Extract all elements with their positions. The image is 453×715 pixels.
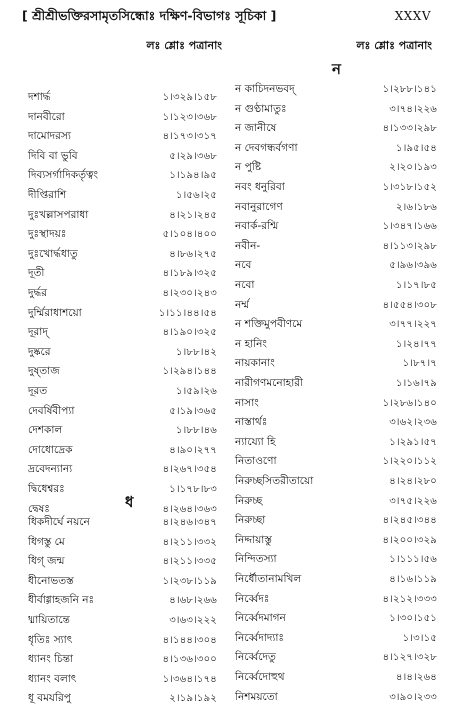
index-entry [22,186,217,205]
index-entry-reference: ২।২০।১৯৩ [389,162,437,174]
index-entry-reference: ৪।২১১।৩৩২ [162,536,217,548]
index-entry-reference: ৪।৮৬।২৭৫ [169,248,217,260]
index-entry-reference: ৪।২৪৬।৩৪৭ [162,517,217,528]
index-entry [22,611,217,630]
index-entry [22,533,217,552]
index-entry [22,650,217,669]
right-column-heading: লঃ শ্লোঃ পত্রানাং [356,39,432,52]
index-entry-word: নিরুচ্ছ [235,494,263,507]
index-entry-word: নবো [235,279,255,291]
index-entry-word: দিব্যসর্গাদিকর্তৃত্বং [28,169,99,182]
index-entry-reference: ৪।৬৮।২৬৬ [169,595,217,607]
index-entry-word: নির্ব্বেদাদ্যাঃ [235,631,285,644]
index-entry [22,382,217,401]
index-entry-word: দামোদরস্য [28,130,71,143]
index-entry-word: দুষ্করে [28,345,51,358]
index-entry [229,198,437,217]
index-entry-word: দীপ্তিরাশি [28,189,67,201]
index-entry-word: নিরুচ্ছসিতরীতায়ো [235,475,314,487]
index-entry [22,264,217,283]
index-entry-word: দেবর্ষিবীপ্যা [28,404,75,417]
index-entry [229,511,437,530]
index-entry [229,394,437,413]
index-entry-word: ধ্যানং বলাৎ [28,672,77,685]
index-entry-word: দ্বিধেশ্বরঃ [28,483,65,495]
index-entry-word: নবার্ক-রশ্মি [235,220,279,233]
index-entry [229,570,437,589]
index-entry-word: নবীন- [235,239,261,252]
index-entry-word: দূরত [28,385,48,397]
index-entry [22,206,217,225]
index-entry-word: ন জানীষে [235,122,277,135]
index-entry [229,315,437,334]
index-entry-reference: ১।২৮৬।১৪০ [382,397,437,409]
index-entry-reference: ১।৩৬৪।১৭৪ [162,673,217,685]
index-entry [229,648,437,667]
index-entry [22,631,217,650]
index-entry [229,237,437,256]
section-letter-na: ন [332,60,341,78]
index-entry-reference: ৪।২৪৫।৩৪৪ [382,515,437,527]
index-entry [22,670,217,689]
index-entry-reference: ১।৩০।১৫১ [389,613,437,625]
index-entry-reference: ৪।১১৩।২৯৮ [382,240,437,252]
index-entry-word: ন গুণ্ঠামাতুঃ [235,102,287,115]
index-entry [22,513,217,532]
index-entry-reference: ১।৮৭।৭ [402,358,437,370]
index-entry-reference: ১।২৮৮।১৪১ [382,84,437,95]
index-entry [22,127,217,146]
index-entry-reference: ৪।১৭৩।৩১৭ [162,131,217,143]
index-entry-reference: ১।২৪।৭৭ [395,338,437,350]
index-entry [229,590,437,609]
index-entry [22,245,217,264]
index-entry-reference: ১।১৬।৭৯ [395,378,437,389]
index-entry-reference: ৪।২১১।৩৩৫ [162,556,217,568]
index-entry-word: দুর্ম্মিরাধাশয়ো [28,306,82,319]
index-entry-word: নির্ব্বেদঃ [235,592,270,605]
index-entry-word: নর্ম্ম [235,298,250,311]
index-entry [22,88,217,107]
index-entry [229,276,437,295]
index-entry-word: নির্ব্বেদোহুথ [235,671,285,683]
index-entry [229,374,437,393]
index-entry-word: ধীর্বাগ্গাহজনি নঃ [28,594,95,607]
index-entry [229,256,437,275]
index-entry-reference: ৩।৯০।২৩৩ [389,691,437,703]
index-entry-reference: ১।১৭।৮৫ [395,280,437,291]
index-entry-reference: ৪।৪।২৬৪ [395,672,437,683]
index-entry-word: নিদ্দায়াস্তু [235,533,272,546]
index-entry-word: দানবীরো [28,110,65,123]
index-entry [229,609,437,628]
index-entry [229,178,437,197]
index-entry-word: ধীনোভতস্ত [28,574,74,587]
index-entry-reference: ৪।২১২।৩৩৩ [382,593,437,605]
index-entry-word: নাসাং [235,396,259,409]
index-entry-word: ধূ বমযরিপু [28,692,71,705]
index-entry [22,225,217,244]
index-entry-reference: ৪।১২৭।৩২৮ [382,652,437,664]
page-header [12,6,443,28]
index-entry-reference: ৪।২৩০।২৪৩ [162,288,217,299]
index-title: [ শ্রীশ্রীভক্তিরসামৃতসিন্ধোঃ দক্ষিণ-বিভাগঃ সূচিকা ] [22,8,277,23]
index-entry [229,217,437,236]
index-entry-word: দিবি বা ভুবি [28,149,78,162]
index-entry-reference: ১।৯৫।৫৪ [396,142,437,154]
index-entry-reference: ৪।১৬।১১৯ [389,574,437,585]
index-entry-reference: ৪।১৩৬।৩০০ [162,654,217,666]
index-entry-reference: ১।২৩৮।১১৯ [162,575,217,587]
index-entry-word: নায়কানাং [235,357,275,370]
index-entry [229,472,437,491]
index-entry-reference: ১।২৯১।৫৭ [389,436,437,448]
index-entry [22,304,217,323]
index-entry-word: নির্ব্বেদেতু [235,651,276,664]
index-entry [22,402,217,421]
index-entry [229,492,437,511]
index-entry [229,668,437,687]
index-entry-reference: ৪।১৮৯।৩২৫ [162,268,217,280]
index-entry [22,147,217,166]
index-entry [22,108,217,127]
index-entry-reference: ১।১১১।৫৬ [389,554,437,566]
index-entry-word: ধিকদীর্ঘে নয়নে [28,516,90,528]
index-entry [229,688,437,707]
index-entry-reference: ৪।২০০।৩২৯ [382,534,437,546]
index-entry-reference: ১।৮৮।৪২ [175,346,217,358]
index-entry-reference: ১।১১।৪৪।৫৪ [158,307,217,319]
index-entry [229,433,437,452]
index-entry-word: দেশকাল [28,424,63,437]
index-entry-word: ধিগ্ জন্ম [28,555,65,568]
index-entry-word: ন দেবগন্ধর্বগণা [235,141,298,154]
page-number: XXXV [394,9,431,23]
index-entry [22,460,217,479]
index-entry-reference: ১।৩৪৭।১৬৬ [382,221,437,233]
index-entry-word: নিন্দিতস্যা [235,553,277,566]
index-entry [22,591,217,610]
index-entry-reference: ১।৩২৯।১৫৮ [162,92,217,103]
index-entry-word: দুঃস্থাদয়ঃ [28,228,67,241]
index-entry-word: নির্ব্বেদমাগন [235,612,286,625]
index-entry-reference: ১।২৯৪।১৪৪ [162,366,217,378]
left-column-heading: লঃ শ্লোঃ পত্রানাং [146,39,222,52]
index-entry [22,421,217,440]
index-entry [229,531,437,550]
index-entry-reference: ৫।৯৬।৩৯৬ [389,260,437,272]
index-entry-word: ন শক্তিমুপবীণমে [235,318,303,331]
index-entry [22,362,217,381]
index-entry-reference: ২।১৯।১৯২ [169,693,217,705]
index-entry-word: নির্ধৌতানামখিল [235,573,302,585]
index-entry-reference: ২।৬।১৮৬ [395,201,437,213]
index-entry-word: ন কাচিদনভবদ্ [235,83,295,95]
index-entry-reference: ১।১২৩।৩৬৮ [162,111,217,123]
index-entry-word: দ্বেষঃ [28,502,50,515]
index-entry [229,629,437,648]
index-entry-reference: ১।৮৮।৪৬ [175,425,217,437]
section-letter-dha: ধ [125,493,134,511]
index-entry-word: দোধোদ্রেক [28,443,73,456]
index-entry-reference: ১।৩১৮।১৫২ [382,182,437,193]
index-entry-word: দশার্দ্ধ [28,91,51,103]
index-entry [229,452,437,471]
index-entry-reference: ৫।১০৪।৪০০ [162,229,217,241]
index-entry [229,100,437,119]
index-entry-word: নিরুচ্ছা [235,514,266,527]
index-entry-reference: ৩।৭৪।২২৬ [389,103,437,115]
index-entry-reference: ১।১৯৪।৯৫ [169,170,217,182]
index-entry [229,335,437,354]
index-entry-word: নিতাওণো [235,455,277,468]
index-entry-word: নবানুরাগেণ [235,200,283,213]
index-entry-reference: ১।১৭৮।৮৩ [169,484,217,495]
index-entry [229,354,437,373]
index-entry-word: ধৃতিঃ স্যাৎ [28,633,73,646]
index-entry [229,296,437,315]
index-entry-reference: ১।৫৯।২৬ [175,386,217,397]
index-entry [229,80,437,99]
index-entry-reference: ৫।২৯।৩৬৮ [169,150,217,162]
index-entry-reference: ৪।১৪৪।৩০৪ [162,634,217,646]
index-entry-reference: ৪।২৬৭।৩৫৪ [162,464,217,476]
index-entry-word: ন্যায্যো হি [235,435,276,448]
index-entry-reference: ৪।১৩৩।২৯৮ [382,123,437,135]
index-entry [22,480,217,499]
index-entry-reference: ১।৩।১৫ [402,632,437,644]
index-entry [22,572,217,591]
index-entry-word: ধিগস্তু মে [28,535,65,548]
index-entry-word: দুর্দ্ধর [28,287,47,299]
index-entry-word: নাস্তার্থঃ [235,416,268,429]
index-entry [229,139,437,158]
index-entry-reference: ১।২২০।১১২ [382,456,437,468]
index-entry-reference: ১।৫৬।২৫ [175,190,217,201]
index-entry [22,323,217,342]
index-entry-word: নবে [235,259,252,272]
index-entry-reference: ৪।২১।২৪৫ [169,209,217,221]
index-entry-reference: ৩।৬২।২৩৬ [389,417,437,429]
index-entry [22,689,217,708]
index-entry [229,413,437,432]
index-entry-word: নবং ধনুরিবা [235,181,285,193]
index-entry-reference: ৩।৭৭।২২৭ [389,319,437,331]
index-entry-reference: ৩।৭৫।২২৬ [389,495,437,507]
index-entry [229,550,437,569]
index-entry-reference: ৪।১৯০।৩২৫ [162,327,217,339]
index-entry-word: নারীগণমনোহারী [235,377,304,389]
index-entry [229,158,437,177]
index-entry [22,441,217,460]
index-entry [22,343,217,362]
index-entry [229,119,437,138]
index-entry-reference: ৪।৯০।২৭৭ [169,444,217,456]
index-entry-reference: ৫।১৯।৩৬৫ [169,405,217,417]
index-entry-word: দুষ্তাজ [28,365,60,378]
index-entry-word: দূরাদ্ [28,326,48,339]
index-entry-word: ধ্যানং চিন্তা [28,653,74,666]
index-entry-word: নিশময়তো [235,690,278,703]
index-entry-word: দুঃখল্লাসপরাধা [28,208,89,221]
index-entry-reference: ৪।২৬৪।৩৬৩ [162,503,217,515]
index-entry-word: ধ্মায়িতান্তে [28,614,70,626]
index-entry-word: দ্রবেদন্যান্য [28,463,73,476]
index-entry-reference: ৩।৬৩।২২২ [169,615,217,626]
index-entry-reference: ৪।২৪।২৮০ [389,476,437,487]
index-entry [22,166,217,185]
index-entry-word: দূতী [28,267,45,280]
index-entry-word: ন পুষ্টি [235,161,262,174]
index-entry-word: ন হানিং [235,337,267,350]
index-entry [22,284,217,303]
index-entry-word: দুঃখোর্দ্ধধাতু [28,247,78,260]
index-entry [22,552,217,571]
index-entry-reference: ৪।৫৫৪।৩০৮ [382,299,437,311]
